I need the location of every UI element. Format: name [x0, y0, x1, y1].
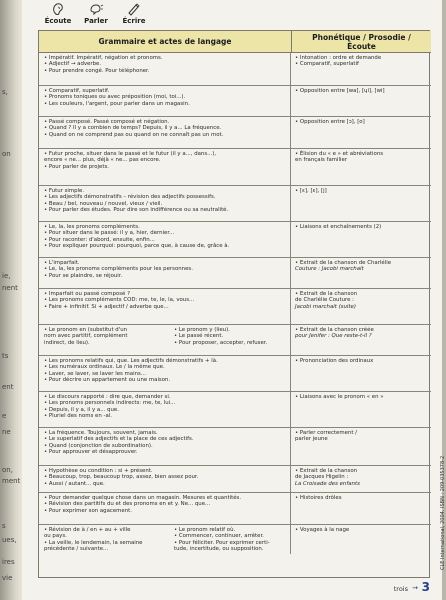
side-fragment: ts	[2, 352, 9, 360]
grammar-cell	[39, 86, 291, 116]
phonetics-line: • Extrait de la chanson créée	[295, 327, 374, 333]
grammar-line: • Le pronom relatif où.	[174, 527, 236, 533]
grammar-cell	[39, 53, 291, 85]
side-fragment: ne	[2, 428, 11, 436]
page-word: trois	[393, 585, 408, 593]
grammar-line: • Les pronoms compléments COD: me, te, le, la, vous...	[44, 297, 195, 304]
side-fragment: on	[2, 150, 11, 158]
grammar-line: • Beaucoup, trop, beaucoup trop, assez, bien assez pour.	[44, 474, 199, 481]
speech-icon	[88, 2, 104, 16]
grammar-cell	[39, 392, 291, 427]
side-fragment: ie,	[2, 272, 11, 280]
grammar-cell	[39, 149, 291, 185]
phonetics-line: • Élision du « e » et abréviations	[295, 151, 384, 157]
grammar-col-a	[44, 327, 172, 346]
grammar-cell	[39, 428, 291, 465]
grammar-line: • Pour approuver et désapprouver.	[44, 449, 138, 456]
grammar-line: encore « ne... plus, déjà « ne... pas encore.	[44, 157, 161, 164]
phonetics-cell	[291, 117, 431, 148]
phonetics-line: • Liaisons avec le pronom « en »	[295, 394, 384, 400]
phonetics-line: pour Jenifer : Que reste-t-il ?	[295, 333, 372, 340]
side-fragment: on,	[2, 466, 13, 474]
phonetics-cell	[291, 525, 431, 554]
phonetics-line: de Charlélie Couture :	[295, 297, 354, 304]
grammar-line: • Les numéraux ordinaux. Le / la même que.	[44, 364, 165, 371]
grammar-cell	[39, 186, 291, 221]
phonetics-line: de Jacques Higelin :	[295, 474, 349, 481]
ear-label: Écoute	[44, 17, 72, 25]
side-fragment: ues,	[2, 536, 17, 544]
phonetics-cell	[291, 289, 431, 324]
grammar-line: • Faire + infinitif. Si + adjectif / adverbe que...	[44, 303, 169, 310]
grammar-line: • Passé composé. Passé composé et négation.	[44, 119, 170, 125]
phonetics-cell	[291, 356, 431, 391]
phonetics-line: • Opposition entre [ɔ], [o]	[295, 119, 365, 125]
side-fragment: ires	[2, 558, 15, 566]
phonetics-cell	[291, 186, 431, 221]
grammar-col-a	[44, 527, 172, 553]
phonetics-line: parler jeune	[295, 436, 328, 443]
grammar-line: • Pour prendre congé. Pour téléphoner.	[44, 67, 150, 74]
side-fragment: ment	[2, 477, 21, 485]
grammar-cell	[39, 117, 291, 148]
page-footer	[362, 581, 432, 597]
grammar-line: précédente / suivante...	[44, 546, 109, 553]
grammar-line: • Pour féliciter. Pour exprimer certi-	[174, 539, 270, 546]
grammar-line: • Pour proposer, accepter, refuser.	[174, 339, 268, 346]
grammar-line: • Le, la, les pronoms compléments.	[44, 224, 140, 230]
grammar-line: • Le, la, les pronoms compléments pour les personnes.	[44, 266, 193, 273]
copyright-notice	[432, 360, 446, 570]
phonetics-line: • Histoires drôles	[295, 495, 342, 501]
grammar-line: • Révision de à / en + au + ville	[44, 527, 131, 533]
ear-icon-cell	[40, 2, 76, 25]
header-phonetics-line2: Écoute	[347, 42, 376, 51]
grammar-line: • Depuis, il y a, il y a... que.	[44, 406, 119, 413]
writing-label: Écrire	[122, 17, 146, 25]
table-row	[39, 149, 431, 186]
grammar-line: • Commencer, continuer, arrêter.	[174, 533, 264, 540]
table-row	[39, 117, 431, 149]
phonetics-line: • Parler correctement /	[295, 430, 357, 436]
phonetics-cell	[291, 493, 431, 524]
phonetics-cell	[291, 325, 431, 355]
phonetics-cell	[291, 258, 431, 288]
grammar-line: • Pour demander quelque chose dans un magasin. Mesures et quantités.	[44, 495, 242, 501]
side-fragment: nent	[2, 284, 18, 292]
phonetics-line: • Liaisons et enchaînements (2)	[295, 224, 382, 230]
table-row	[39, 428, 431, 466]
table-row	[39, 289, 431, 325]
table-row	[39, 186, 431, 222]
table-row	[39, 525, 431, 554]
grammar-line: • Le discours rapporté : dire que, demander si.	[44, 394, 171, 400]
page-number: 3	[421, 580, 430, 594]
grammar-line: • Pronoms toniques ou avec préposition (moi, toi...).	[44, 94, 186, 101]
ear-icon	[50, 2, 66, 16]
grammar-line: ou pays.	[44, 533, 67, 540]
grammar-line: nom avec partitif, complément	[44, 333, 128, 340]
grammar-cell	[39, 325, 291, 355]
side-fragment: s	[2, 522, 6, 530]
grammar-line: • Imparfait ou passé composé ?	[44, 291, 130, 297]
phonetics-line: • Intonation : ordre et demande	[295, 55, 382, 61]
grammar-line: • Pour exprimer son agacement.	[44, 507, 132, 514]
phonetics-cell	[291, 86, 431, 116]
table-row	[39, 222, 431, 258]
grammar-cell	[39, 356, 291, 391]
table-row	[39, 53, 431, 86]
grammar-cell	[39, 493, 291, 524]
grammar-line: • La veille, le lendemain, la semaine	[44, 539, 143, 546]
grammar-line: • Le pronom y (lieu).	[174, 327, 230, 333]
phonetics-line: • Extrait de la chanson	[295, 291, 358, 297]
grammar-col-b	[174, 327, 292, 346]
phonetics-line: La Croisade des enfants	[295, 480, 360, 487]
copyright-text: CLE International, 2004. ISBN : 209-035378-2	[440, 455, 446, 570]
grammar-line: • Pour se plaindre, se réjouir.	[44, 272, 123, 279]
speech-icon-cell	[78, 2, 114, 25]
grammar-cell	[39, 258, 291, 288]
header-phonetics	[291, 31, 431, 53]
previous-page-edge	[0, 0, 22, 600]
grammar-line: • Les adjectifs démonstratifs – révision des adjectifs possessifs.	[44, 194, 216, 201]
header-phonetics-line1: Phonétique / Prosodie /	[312, 33, 411, 42]
grammar-line: • Quand ? Il y a combien de temps? Depuis, il y a... La fréquence.	[44, 125, 222, 132]
grammar-line: • L'imparfait.	[44, 260, 80, 266]
grammar-line: • Pluriel des noms en -al.	[44, 413, 112, 420]
phonetics-line: en français familier	[295, 157, 348, 164]
grammar-line: • Pour décrire un appartement ou une maison.	[44, 377, 171, 384]
phonetics-cell	[291, 222, 431, 257]
phonetics-line: • [ɛ], [ɛ], [j]	[295, 188, 327, 194]
grammar-col-b	[174, 527, 292, 553]
grammar-line: • Les couleurs, l'argent, pour parler dans un magasin.	[44, 100, 190, 107]
grammar-cell	[39, 222, 291, 257]
grammar-line: • Les pronoms personnels indirects: me, te, lui...	[44, 400, 176, 407]
skill-icons	[40, 2, 150, 30]
side-fragment: vie	[2, 574, 13, 582]
grammar-line: • Pour expliquer pourquoi: pourquoi, parce que, à cause de, grâce à.	[44, 243, 230, 250]
table-row	[39, 356, 431, 392]
writing-hand-icon	[126, 2, 142, 16]
phonetics-cell	[291, 466, 431, 492]
side-fragment: ent	[2, 383, 14, 391]
grammar-line: • Beau / bel, nouveau / nouvel, vieux / vieil.	[44, 200, 163, 207]
phonetics-line: • Extrait de la chanson	[295, 468, 358, 474]
grammar-line: indirect, de lieu).	[44, 339, 90, 346]
grammar-line: • Laver, se laver, se laver les mains...	[44, 370, 146, 377]
grammar-line: tude, incertitude, ou supposition.	[174, 546, 264, 553]
grammar-line: • Le passé récent.	[174, 333, 224, 340]
grammar-line: • Futur proche, situer dans le passé et le futur (il y a..., dans...),	[44, 151, 217, 157]
page	[22, 0, 446, 600]
phonetics-line: • Prononciation des ordinaux	[295, 358, 374, 364]
grammar-line: • Adjectif → adverbe.	[44, 61, 102, 68]
grammar-line: • La fréquence. Toujours, souvent, jamais.	[44, 430, 158, 436]
side-fragment: e	[2, 412, 7, 420]
arrow-icon: →	[412, 584, 418, 592]
grammar-line: • Quand on ne comprend pas ou quand on ne connaît pas un mot.	[44, 131, 224, 138]
table-row	[39, 466, 431, 493]
grammar-line: • Pour situer dans le passé: il y a, hier, dernier...	[44, 230, 175, 237]
grammar-cell	[39, 466, 291, 492]
phonetics-line: • Opposition entre [wa], [ɥi], [wi]	[295, 88, 385, 94]
grammar-line: • Impératif. Impératif, négation et pronoms.	[44, 55, 163, 61]
table-row	[39, 493, 431, 525]
side-fragment: s,	[2, 88, 8, 96]
grammar-line: • Pour raconter: d'abord, ensuite, enfin...	[44, 236, 155, 243]
phonetics-line: • Comparatif, superlatif	[295, 61, 359, 68]
grammar-cell	[39, 289, 291, 324]
table-row	[39, 86, 431, 117]
syllabus-table	[38, 30, 430, 578]
speech-label: Parler	[84, 17, 108, 25]
grammar-line: • Comparatif, superlatif.	[44, 88, 110, 94]
writing-icon-cell	[116, 2, 152, 25]
phonetics-line: Couture : Jacobi marchait	[295, 266, 364, 273]
table-header	[39, 31, 431, 53]
phonetics-cell	[291, 428, 431, 465]
header-grammar: Grammaire et actes de langage	[98, 37, 232, 46]
grammar-line: • Le superlatif des adjectifs et la place de ces adjectifs.	[44, 436, 194, 443]
grammar-line: • Pour parler des études. Pour dire son indifférence ou sa neutralité.	[44, 207, 229, 214]
phonetics-line: • Voyages à la nage	[295, 527, 350, 533]
phonetics-line: • Extrait de la chanson de Charlélie	[295, 260, 392, 266]
grammar-line: • Hypothèse ou condition : si + présent.	[44, 468, 153, 474]
phonetics-cell	[291, 53, 431, 85]
grammar-line: • Futur simple.	[44, 188, 85, 194]
grammar-line: • Pour parler de projets.	[44, 163, 110, 170]
grammar-line: • Révision des partitifs du et des pronoms en et y. Ne... que...	[44, 501, 211, 508]
table-row	[39, 325, 431, 356]
table-row	[39, 392, 431, 428]
grammar-line: • Le pronom en (substitut d'un	[44, 327, 128, 333]
phonetics-cell	[291, 392, 431, 427]
grammar-line: • Quand (conjonction de subordination).	[44, 442, 153, 449]
phonetics-line: Jacobi marchait (suite)	[295, 303, 356, 310]
table-row	[39, 258, 431, 289]
grammar-line: • Les pronoms relatifs qui, que. Les adjectifs démonstratifs + là.	[44, 358, 218, 364]
phonetics-cell	[291, 149, 431, 185]
grammar-cell	[39, 525, 291, 554]
grammar-line: • Aussi / autant... que.	[44, 480, 105, 487]
